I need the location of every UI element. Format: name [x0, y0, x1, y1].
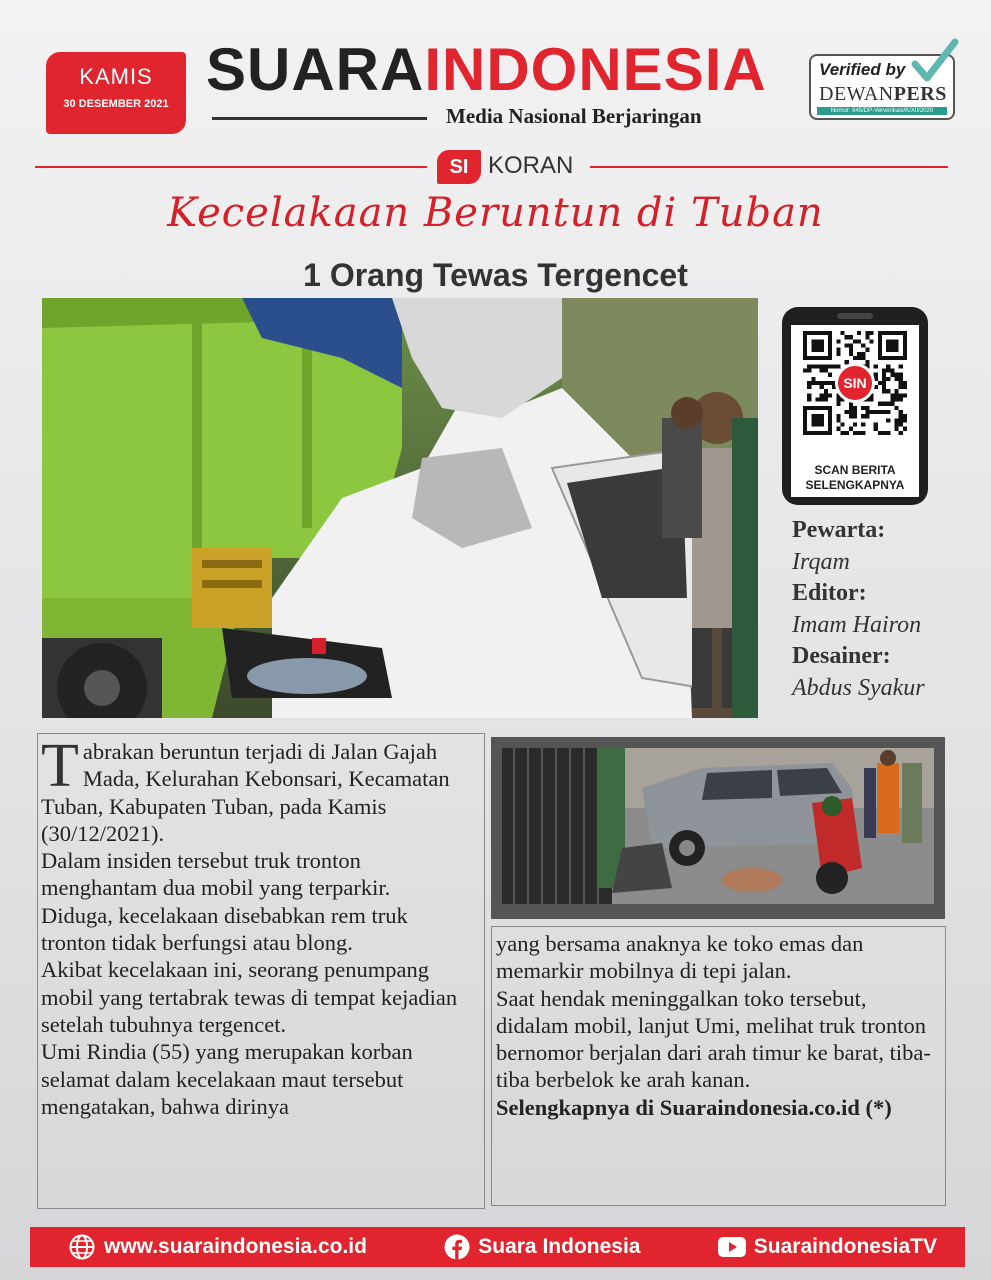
- article-column-2: [491, 926, 946, 1206]
- pewarta-label: Pewarta:: [792, 517, 886, 543]
- date-day: KAMIS: [79, 64, 153, 89]
- footer-facebook[interactable]: [444, 1234, 640, 1260]
- checkmark-icon: [909, 38, 959, 86]
- phone-notch: [837, 313, 873, 319]
- secondary-illustration: [502, 748, 934, 904]
- main-accident-photo: [42, 298, 758, 718]
- paragraph-1-text: abrakan beruntun terjadi di Jalan Gajah Mada, Kelurahan Kebonsari, Kecamatan Tuban, Kabupaten Tuban, pada Kamis (30/12/2021).: [41, 739, 450, 846]
- credits: [792, 515, 982, 704]
- secondary-photo-frame: [491, 737, 945, 919]
- article-column-1: [37, 733, 485, 1209]
- article-paragraph: [41, 732, 478, 847]
- tagline: Media Nasional Berjaringan: [446, 104, 702, 128]
- editor-name: Imam Hairon: [792, 611, 922, 638]
- read-more-link[interactable]: Selengkapnya di Suaraindonesia.co.id (*): [496, 1094, 892, 1120]
- brand-underline: [212, 117, 427, 120]
- youtube-icon: [718, 1236, 746, 1258]
- scan-line-2: SELENGKAPNYA: [805, 478, 905, 492]
- subheadline: 1 Orang Tewas Tergencet: [303, 257, 688, 293]
- footer-bar: [30, 1227, 965, 1267]
- footer-youtube[interactable]: [718, 1235, 937, 1259]
- article-paragraph: yang bersama anaknya ke toko emas dan memarkir mobilnya di tepi jalan.: [496, 931, 864, 984]
- article-paragraph: Diduga, kecelakaan disebabkan rem truk tronton tidak berfungsi atau blong.: [41, 902, 408, 956]
- article-paragraph: Akibat kecelakaan ini, seorang penumpang mobil yang tertabrak tewas di tempat kejadian setelah tubuhnya tergencet.: [41, 957, 458, 1037]
- desainer-label: Desainer:: [792, 643, 891, 669]
- pewarta-name: Irqam: [792, 548, 850, 575]
- secondary-accident-photo: [502, 748, 934, 904]
- section-label: KORAN: [488, 152, 574, 179]
- facebook-text: Suara Indonesia: [478, 1235, 641, 1258]
- youtube-text: SuaraindonesiaTV: [753, 1235, 937, 1258]
- verification-number: Nomor: 645/DP-Ververikasi/K/XII/2020: [817, 107, 947, 115]
- date-badge: [46, 52, 186, 134]
- accident-illustration: [42, 298, 758, 718]
- brand-logo: [206, 36, 767, 103]
- qr-screen: [791, 325, 919, 497]
- article-paragraph: Dalam insiden tersebut truk tronton menghantam dua mobil yang terparkir.: [41, 848, 391, 901]
- sin-logo: SIN: [835, 363, 875, 403]
- headline: Kecelakaan Beruntun di Tuban: [167, 190, 824, 236]
- desainer-name: Abdus Syakur: [792, 674, 925, 701]
- verified-badge: [809, 54, 955, 120]
- article-paragraph: Saat hendak meninggalkan toko tersebut, didalam mobil, lanjut Umi, melihat truk tronton bernomor berjalan dari arah timur ke barat, tiba-tiba berbelok ke arah kanan.: [496, 985, 931, 1093]
- article-paragraph: Umi Rindia (55) yang merupakan korban selamat dalam kecelakaan maut tersebut mengatakan, bahwa dirinya: [41, 1039, 413, 1119]
- scan-caption: [791, 463, 919, 493]
- section-rule-right: [590, 166, 948, 168]
- dewan-text: DEWAN: [819, 83, 894, 105]
- brand-part-indonesia: INDONESIA: [424, 36, 767, 103]
- si-badge: SI: [437, 150, 481, 184]
- drop-cap: T: [41, 732, 79, 800]
- date-full: 30 DESEMBER 2021: [63, 98, 169, 110]
- dewan-pers-label: [819, 83, 947, 106]
- brand-part-suara: SUARA: [206, 36, 425, 103]
- verified-label: Verified by: [819, 60, 906, 79]
- editor-label: Editor:: [792, 580, 867, 606]
- pers-text: PERS: [893, 83, 947, 105]
- scan-line-1: SCAN BERITA: [814, 463, 896, 477]
- globe-icon: [68, 1233, 96, 1261]
- facebook-icon: [444, 1234, 470, 1260]
- website-text: www.suaraindonesia.co.id: [104, 1235, 367, 1258]
- section-rule-left: [35, 166, 427, 168]
- qr-phone[interactable]: [782, 307, 928, 505]
- footer-website[interactable]: [68, 1233, 367, 1261]
